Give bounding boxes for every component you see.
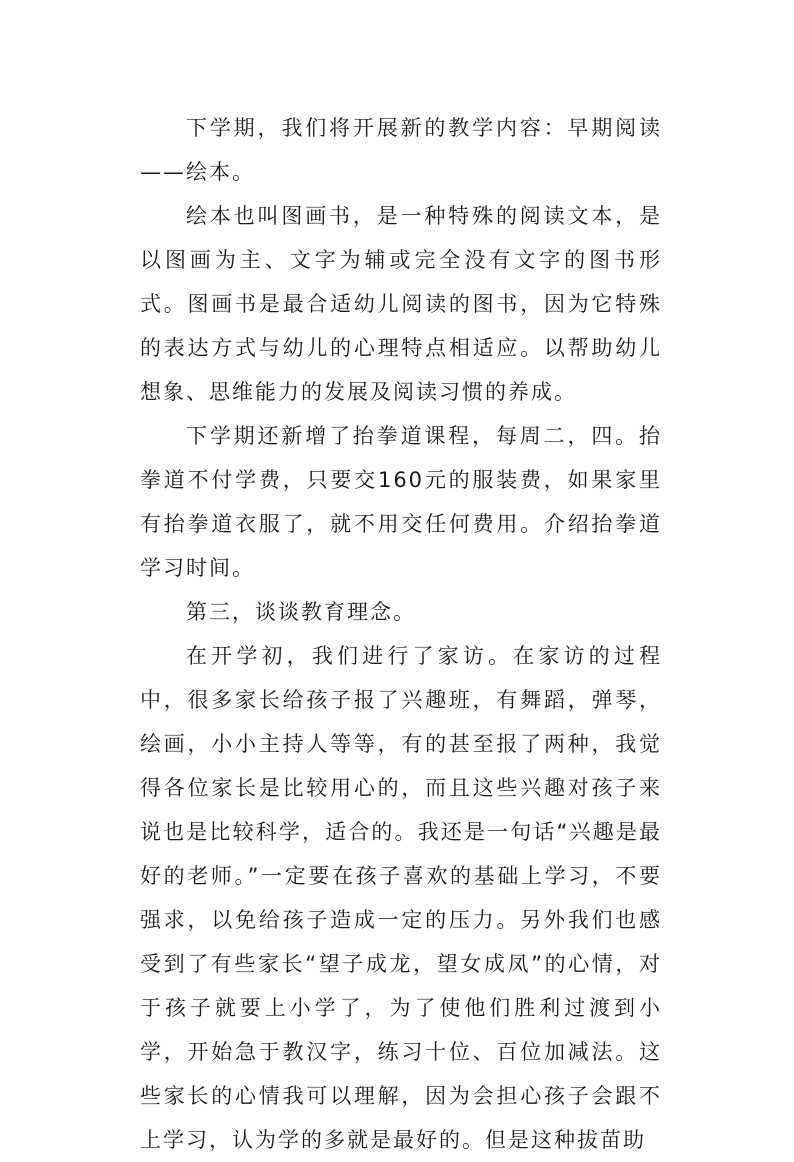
paragraph-taekwondo: 下学期还新增了抬拳道课程，每周二，四。抬拳道不付学费，只要交160元的服装费，如果家里有抬拳道衣服了，就不用交任何费用。介绍抬拳道学习时间。 (140, 424, 662, 580)
paragraph-early-reading: 下学期，我们将开展新的教学内容：早期阅读——绘本。 (140, 116, 662, 184)
paragraph-picture-books: 绘本也叫图画书，是一种特殊的阅读文本，是以图画为主、文字为辅或完全没有文字的图书形式。图画书是最合适幼儿阅读的图书，因为它特殊的表达方式与幼儿的心理特点相适应。以帮助幼儿想象、思维能力的发展及阅读习惯的养成。 (140, 204, 662, 404)
paragraph-section-three: 第三，谈谈教育理念。 (186, 600, 416, 624)
paragraph-home-visits: 在开学初，我们进行了家访。在家访的过程中，很多家长给孩子报了兴趣班，有舞蹈，弹琴，绘画，小小主持人等等，有的甚至报了两种，我觉得各位家长是比较用心的，而且这些兴趣对孩子来说也是比较科学，适合的。我还是一句话“兴趣是最好的老师。”一定要在孩子喜欢的基础上学习，不要强求，以免给孩子造成一定的压力。另外我们也感受到了有些家长“望子成龙，望女成凤”的心情，对于孩子就要上小学了，为了使他们胜利过渡到小学，开始急于教汉字，练习十位、百位加减法。这些家长的心情我可以理解，因为会担心孩子会跟不上学习，认为学的多就是最好的。但是这种拔苗助 (140, 644, 662, 1152)
body-text (140, 106, 662, 1162)
